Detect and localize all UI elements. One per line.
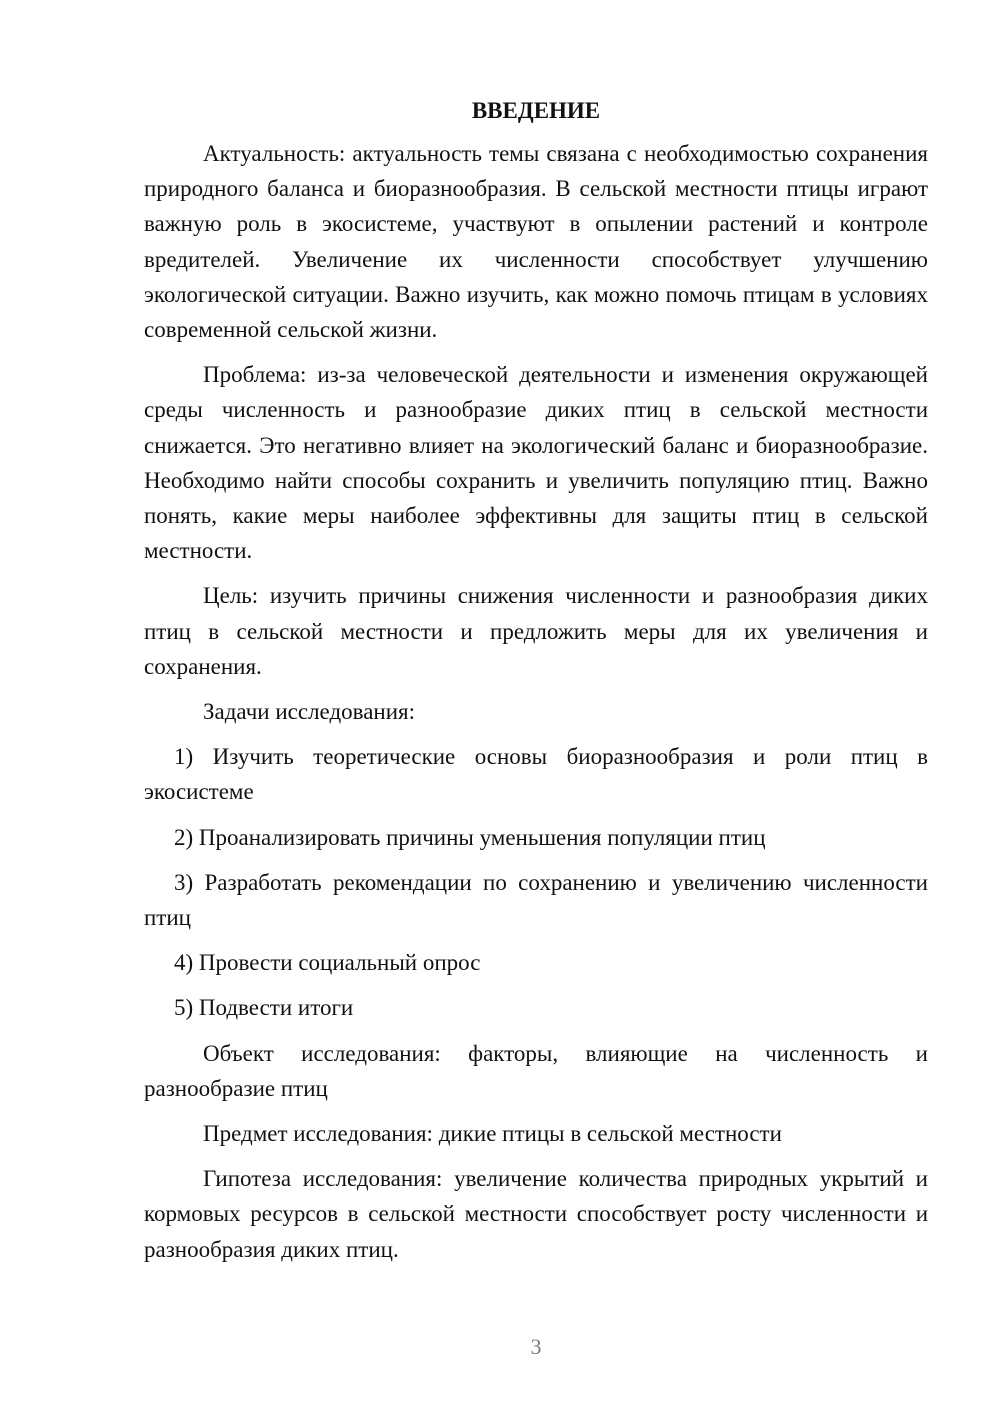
task-item-1: 1) Изучить теоретические основы биоразнообразия и роли птиц в экосистеме [144, 744, 928, 805]
paragraph-subject: Предмет исследования: дикие птицы в сельской местности [203, 1121, 782, 1147]
task-item-4: 4) Провести социальный опрос [174, 950, 481, 976]
task-item-5: 5) Подвести итоги [174, 995, 354, 1021]
task-item-3: 3) Разработать рекомендации по сохранению и увеличению численности птиц [144, 869, 928, 931]
paragraph-hypothesis: Гипотеза исследования: увеличение количества природных укрытий и кормовых ресурсов в сельской местности способствует росту численности и разнообразия диких птиц. [144, 1166, 928, 1262]
paragraph-goal: Цель: изучить причины снижения численности и разнообразия диких птиц в сельской местности и предложить меры для их увеличения и сохранения. [144, 583, 928, 679]
paragraph-relevance: Актуальность: актуальность темы связана с необходимостью сохранения природного баланса и биоразнообразия. В сельской местности птицы играют важную роль в экосистеме, участвуют в опылении растений и контроле вредителей. Увеличение их численности способствует улучшению экологической ситуации. Важно изучить, как можно помочь птицам в условиях современной сельской жизни. [144, 141, 928, 343]
task-item-2: 2) Проанализировать причины уменьшения популяции птиц [174, 824, 766, 850]
document-page [144, 96, 928, 1277]
paragraph-object: Объект исследования: факторы, влияющие на численность и разнообразие птиц [144, 1040, 928, 1101]
paragraph-tasks-heading: Задачи исследования: [203, 699, 416, 725]
page-number: 3 [530, 1334, 542, 1359]
section-title: ВВЕДЕНИЕ [471, 98, 601, 123]
paragraph-problem: Проблема: из-за человеческой деятельности и изменения окружающей среды численность и разнообразие диких птиц в сельской местности снижается. Это негативно влияет на экологический баланс и биоразнообразие. Необходимо найти способы сохранить и увеличить популяцию птиц. Важно понять, какие меры наиболее эффективны для защиты птиц в сельской местности. [144, 362, 928, 564]
